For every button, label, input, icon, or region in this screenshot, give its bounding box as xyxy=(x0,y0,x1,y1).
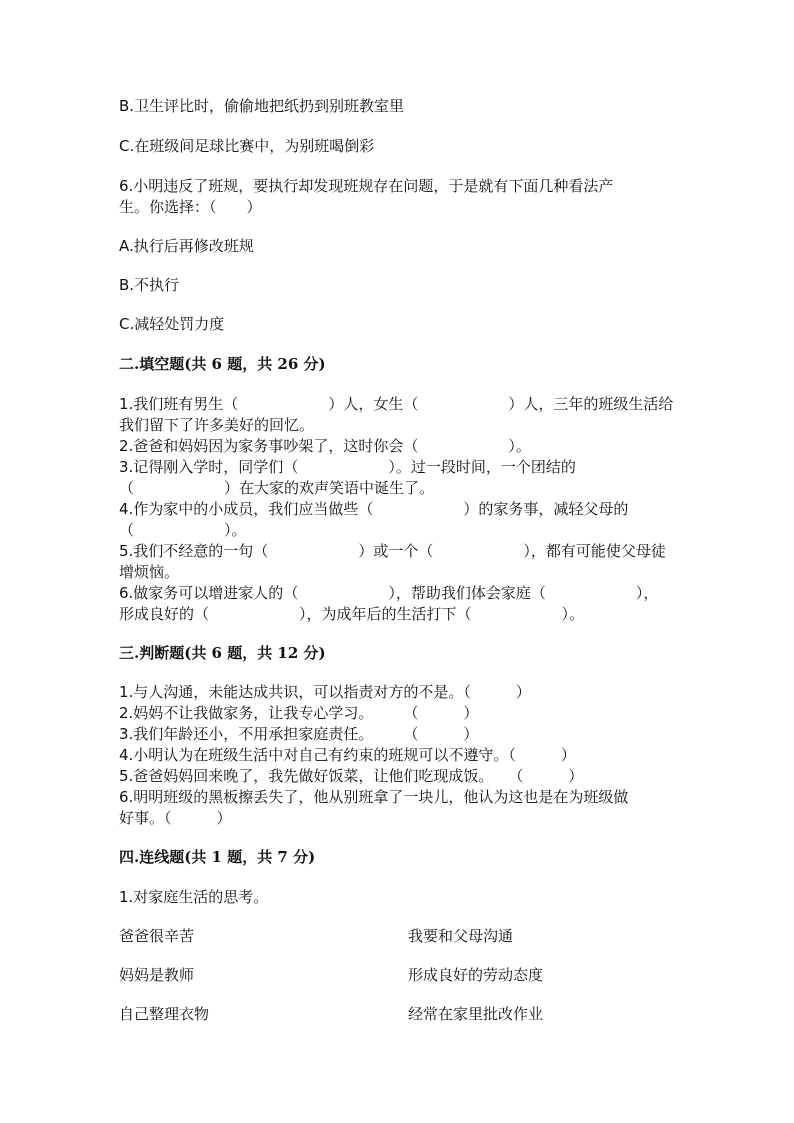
section-3-heading: 三.判断题(共 6 题，共 12 分) xyxy=(119,644,326,662)
fill-blank-line: 形成良好的（ ），为成年后的生活打下（ ）。 xyxy=(119,605,585,623)
question-6-option-a: A.执行后再修改班规 xyxy=(119,237,254,255)
judge-line: 5.爸爸妈妈回来晚了，我先做好饭菜，让他们吃现成饭。 （ ） xyxy=(119,767,584,785)
judge-line: 4.小明认为在班级生活中对自己有约束的班规可以不遵守。（ ） xyxy=(119,746,576,764)
matching-question: 1.对家庭生活的思考。 xyxy=(119,888,269,906)
judge-line: 2.妈妈不让我做家务，让我专心学习。 （ ） xyxy=(119,704,479,722)
question-6-line-1: 6.小明违反了班规，要执行却发现班规存在问题，于是就有下面几种看法产 xyxy=(119,177,614,195)
section-4-heading: 四.连线题(共 1 题，共 7 分) xyxy=(119,848,316,866)
fill-blank-line: 我们留下了许多美好的回忆。 xyxy=(119,416,315,434)
question-6-option-b: B.不执行 xyxy=(119,276,180,294)
judge-line: 1.与人沟通，未能达成共识，可以指责对方的不是。（ ） xyxy=(119,683,531,701)
fill-blank-line: 6.做家务可以增进家人的（ ），帮助我们体会家庭（ ）， xyxy=(119,584,659,602)
match-left-item: 自己整理衣物 xyxy=(119,1005,210,1023)
match-left-item: 妈妈是教师 xyxy=(119,966,195,984)
judge-line: 好事。（ ） xyxy=(119,809,232,827)
judge-line: 6.明明班级的黑板擦丢失了，他从别班拿了一块儿，他认为这也是在为班级做 xyxy=(119,788,629,806)
option-b: B.卫生评比时，偷偷地把纸扔到别班教室里 xyxy=(119,97,405,115)
match-right-item: 形成良好的劳动态度 xyxy=(408,966,544,984)
fill-blank-line: 3.记得刚入学时，同学们（ ）。过一段时间，一个团结的 xyxy=(119,458,576,476)
fill-blank-line: 1.我们班有男生（ ）人，女生（ ）人，三年的班级生活给 xyxy=(119,395,674,413)
fill-blank-line: （ ）在大家的欢声笑语中诞生了。 xyxy=(119,479,435,497)
fill-blank-line: 5.我们不经意的一句（ ）或一个（ ），都有可能使父母徒 xyxy=(119,542,666,560)
match-right-item: 我要和父母沟通 xyxy=(408,927,514,945)
option-c: C.在班级间足球比赛中，为别班喝倒彩 xyxy=(119,137,375,155)
match-right-item: 经常在家里批改作业 xyxy=(408,1005,544,1023)
fill-blank-line: 增烦恼。 xyxy=(119,563,180,581)
judge-line: 3.我们年龄还小，不用承担家庭责任。 （ ） xyxy=(119,725,479,743)
section-2-heading: 二.填空题(共 6 题，共 26 分) xyxy=(119,355,326,373)
fill-blank-line: 2.爸爸和妈妈因为家务事吵架了，这时你会（ ）。 xyxy=(119,437,531,455)
match-left-item: 爸爸很辛苦 xyxy=(119,927,195,945)
fill-blank-line: 4.作为家中的小成员，我们应当做些（ ）的家务事，减轻父母的 xyxy=(119,500,629,518)
question-6-option-c: C.减轻处罚力度 xyxy=(119,315,225,333)
question-6-line-2: 生。你选择：（ ） xyxy=(119,198,262,216)
fill-blank-line: （ ）。 xyxy=(119,521,247,539)
